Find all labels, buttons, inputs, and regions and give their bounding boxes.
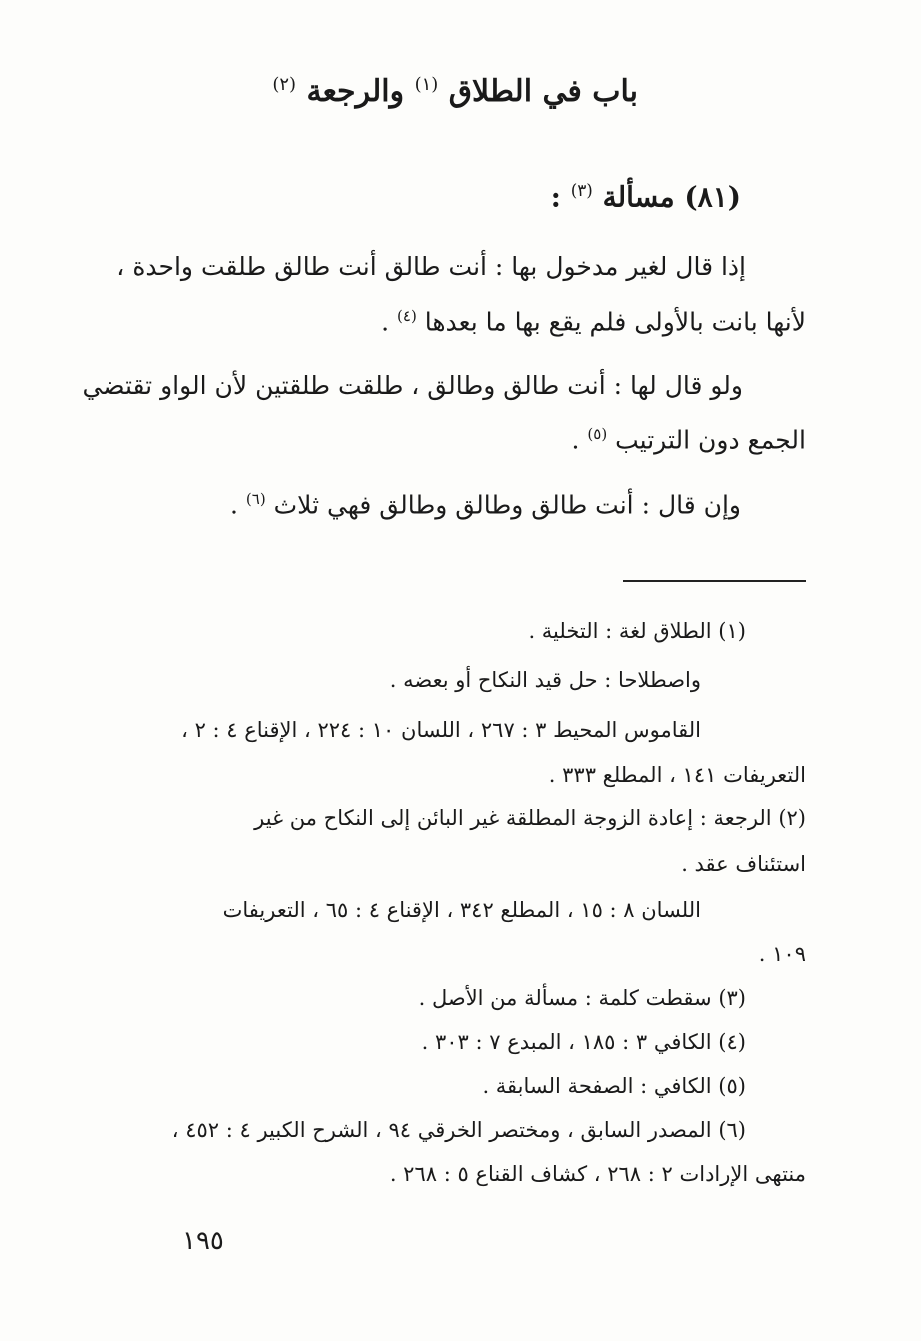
footnote-line-8: ١٠٩ . [758, 942, 806, 966]
paragraph-line-3: ولو قال لها : أنت طالق وطالق ، طلقت طلقتين لأن الواو تقتضي [82, 371, 743, 400]
footnote-line-6: استئناف عقد . [681, 852, 806, 876]
paragraph-line-4 [571, 425, 806, 454]
title-and-text: والرجعة [306, 74, 405, 109]
footnote-line-10: (٤) الكافي ٣ : ١٨٥ ، المبدع ٧ : ٣٠٣ . [421, 1030, 746, 1054]
footnote-line-13: منتهى الإرادات ٢ : ٢٦٨ ، كشاف القناع ٥ : ٢٦٨ . [389, 1162, 806, 1186]
footnote-line-12: (٦) المصدر السابق ، ومختصر الخرقي ٩٤ ، الشرح الكبير ٤ : ٤٥٢ ، [171, 1118, 746, 1142]
issue-number: (٨١) [684, 180, 741, 214]
paragraph-line-2 [381, 307, 806, 336]
footnote-line-5: (٢) الرجعة : إعادة الزوجة المطلقة غير البائن إلى النكاح من غير [254, 806, 806, 830]
paragraph-line-2-text: لأنها بانت بالأولى فلم يقع بها ما بعدها [424, 307, 806, 337]
period: . [381, 307, 390, 337]
paragraph-line-5 [230, 490, 741, 519]
issue-heading [551, 180, 741, 213]
footnote-ref-3: (٣) [570, 180, 593, 200]
footnote-ref-5: (٥) [587, 425, 608, 443]
footnote-line-1: (١) الطلاق لغة : التخلية . [528, 619, 746, 643]
footnote-line-3: القاموس المحيط ٣ : ٢٦٧ ، اللسان ١٠ : ٢٢٤ ، الإقناع ٤ : ٢ ، [181, 718, 701, 742]
footnote-line-11: (٥) الكافي : الصفحة السابقة . [482, 1074, 746, 1098]
page-number: ١٩٥ [182, 1226, 224, 1256]
footnote-line-2: واصطلاحا : حل قيد النكاح أو بعضه . [389, 668, 701, 692]
footnote-separator [623, 580, 806, 582]
footnote-line-4: التعريفات ١٤١ ، المطلع ٣٣٣ . [548, 763, 806, 787]
period: . [229, 490, 238, 520]
footnote-line-7: اللسان ٨ : ١٥ ، المطلع ٣٤٢ ، الإقناع ٤ : ٦٥ ، التعريفات [222, 898, 701, 922]
paragraph-line-1: إذا قال لغير مدخول بها : أنت طالق أنت طالق طلقت واحدة ، [116, 252, 746, 281]
title-text: باب في الطلاق [448, 74, 638, 109]
issue-label: مسألة [602, 180, 675, 214]
paragraph-line-5-text: وإن قال : أنت طالق وطالق وطالق فهي ثلاث [273, 490, 741, 520]
chapter-title [272, 74, 638, 109]
footnote-ref-4: (٤) [397, 307, 417, 325]
period: . [571, 425, 580, 455]
footnote-ref-1: (١) [414, 74, 439, 95]
issue-colon: : [550, 180, 561, 214]
footnote-ref-2: (٢) [272, 74, 297, 95]
footnote-line-9: (٣) سقطت كلمة : مسألة من الأصل . [418, 986, 746, 1010]
footnote-ref-6: (٦) [245, 490, 266, 508]
paragraph-line-4-text: الجمع دون الترتيب [615, 425, 806, 455]
